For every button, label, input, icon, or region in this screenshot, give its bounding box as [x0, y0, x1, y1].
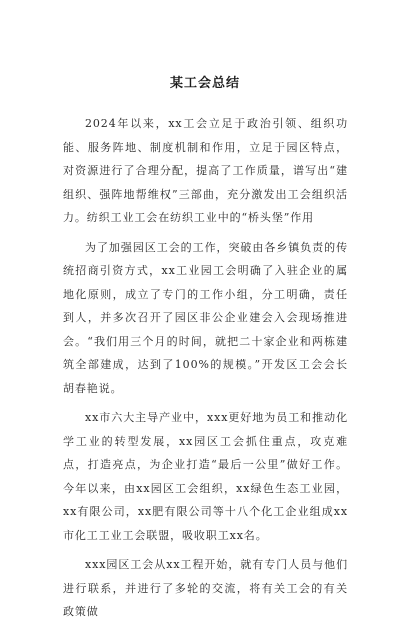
paragraph-2: 为了加强园区工会的工作，突破由各乡镇负责的传统招商引资方式，xx工业园工会明确了入驻企业的属地化原则，成立了专门的工作小组，分工明确，责任到人，并多次召开了园区非公企业建会入会现场推进会。“我们用三个月的时间，就把二十家企业和两栋建筑全部建成，达到了100%的规模。”开发区工会会长胡春艳说。 [63, 240, 348, 395]
document-title: 某工会总结 [169, 76, 240, 91]
document-body [63, 112, 348, 630]
paragraph-4: xxx园区工会从xx工程开始，就有专门人员与他们进行联系，并进行了多轮的交流，将有关工会的有关政策做 [63, 558, 348, 618]
paragraph-3: xx市六大主导产业中，xxx更好地为员工和推动化学工业的转型发展，xx园区工会抓住重点，攻克难点，打造亮点，为企业打造“最后一公里”做好工作。今年以来，由xx园区工会组织，xx绿色生态工业园，xx有限公司，xx肥有限公司等十八个化工企业组成xx市化工工业工会联盟，吸收职工xx名。 [63, 411, 348, 542]
paragraph-1: 2024年以来，xx工会立足于政治引领、组织功能、服务阵地、制度机制和作用，立足于园区特点，对资源进行了合理分配，提高了工作质量，谱写出“建组织、强阵地帮维权”三部曲，充分激发出工会组织活力。纺织工业工会在纺织工业中的“桥头堡”作用 [63, 117, 348, 224]
